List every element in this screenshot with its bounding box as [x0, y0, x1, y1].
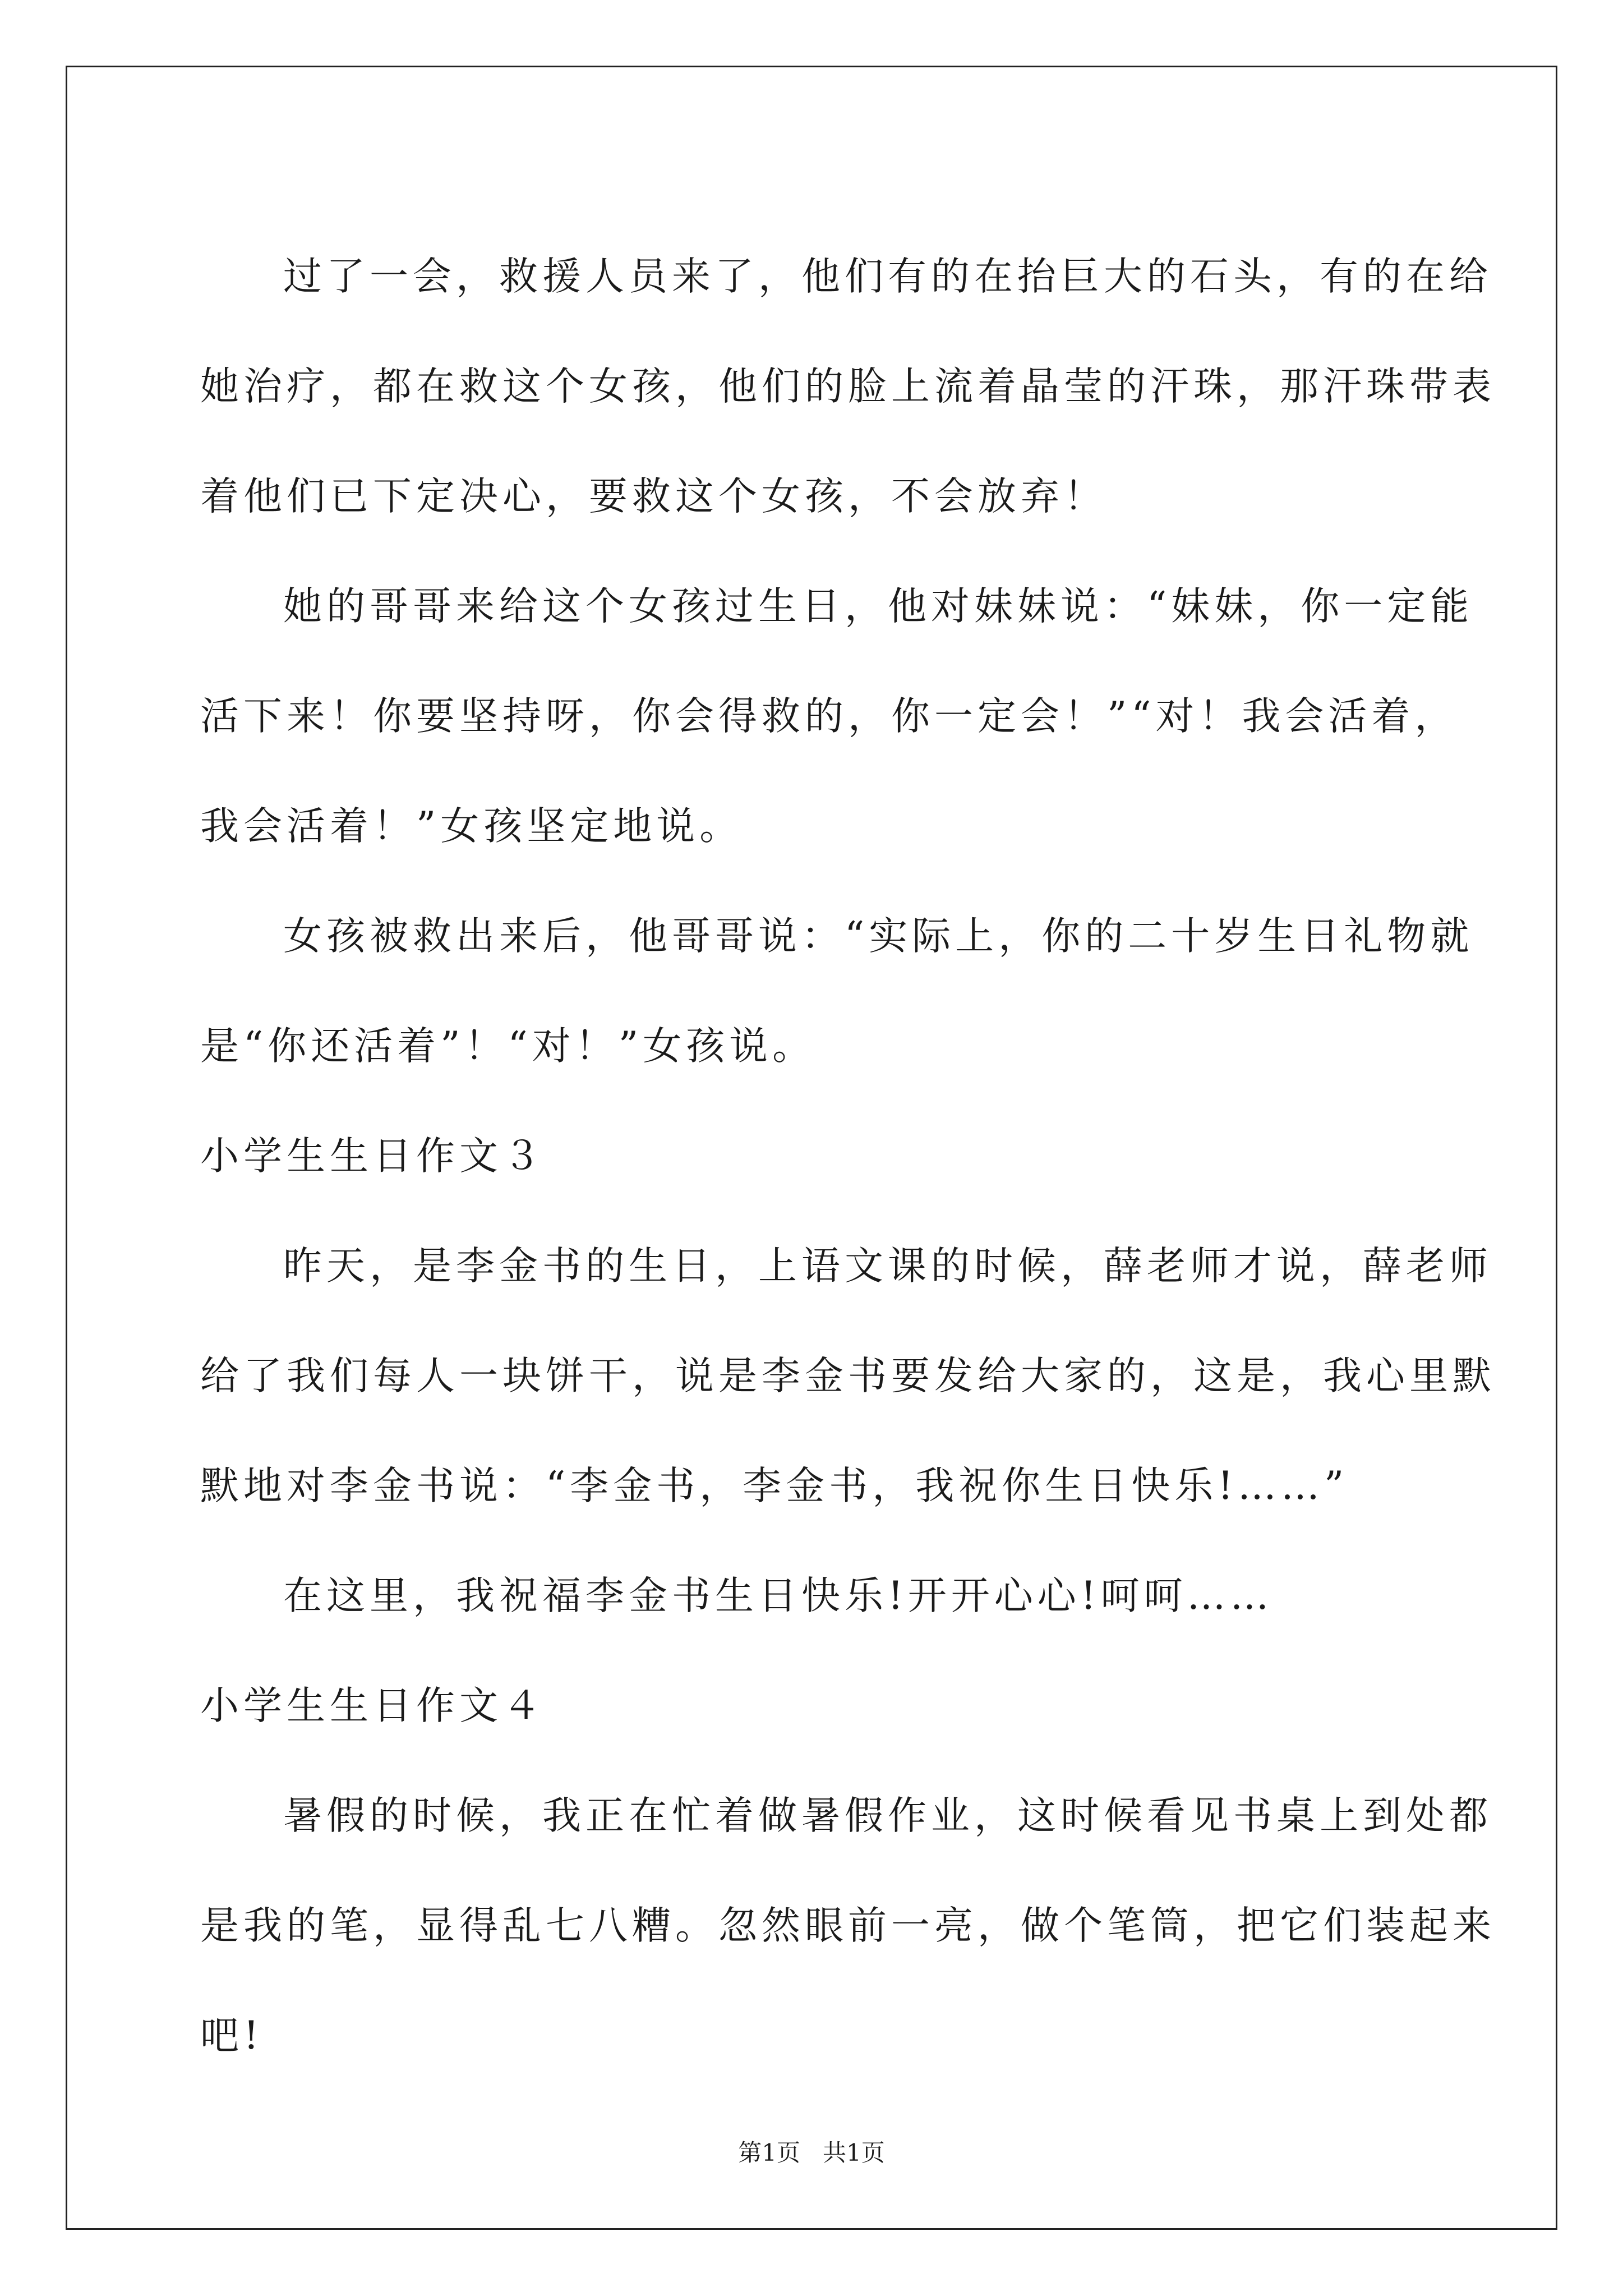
text-line: 过了一会，救援人员来了，他们有的在抬巨大的石头，有的在给 [283, 254, 1492, 299]
text-line: 昨天，是李金书的生日，上语文课的时候，薛老师才说，薛老师 [283, 1244, 1492, 1289]
paragraph [200, 1761, 1496, 2091]
document-body [200, 222, 1496, 2091]
text-line: 是我的笔，显得乱七八糟。忽然眼前一亮，做个笔筒，把它们装起来 [200, 1903, 1496, 1948]
page-footer: 第1页 共1页 [738, 2139, 885, 2166]
text-line: 着他们已下定决心，要救这个女孩，不会放弃！ [200, 474, 1107, 519]
section-heading: 小学生生日作文３ [200, 1134, 546, 1179]
text-line: 我会活着！”女孩坚定地说。 [200, 804, 743, 849]
text-line: 给了我们每人一块饼干，说是李金书要发给大家的，这是，我心里默 [200, 1354, 1496, 1398]
paragraph [200, 1211, 1496, 1541]
section-heading: 小学生生日作文４ [200, 1683, 546, 1728]
text-line: 暑假的时候，我正在忙着做暑假作业，这时候看见书桌上到处都 [283, 1793, 1492, 1838]
paragraph [200, 222, 1496, 551]
text-line: 在这里，我祝福李金书生日快乐!开开心心!呵呵…… [283, 1573, 1274, 1618]
paragraph [200, 1541, 1434, 1651]
paragraph [200, 881, 1474, 1101]
text-line: 活下来！你要坚持呀，你会得救的，你一定会！”“对！我会活着， [200, 694, 1458, 739]
text-line: 吧! [200, 2013, 264, 2058]
text-line: 是“你还活着”！“对！”女孩说。 [200, 1024, 816, 1069]
text-line: 她的哥哥来给这个女孩过生日，他对妹妹说：“妹妹，你一定能 [283, 584, 1474, 629]
paragraph [200, 551, 1474, 881]
text-line: 默地对李金书说：“李金书，李金书，我祝你生日快乐!……” [200, 1464, 1349, 1508]
text-line: 她治疗，都在救这个女孩，他们的脸上流着晶莹的汗珠，那汗珠带表 [200, 364, 1496, 409]
text-line: 女孩被救出来后，他哥哥说：“实际上，你的二十岁生日礼物就 [283, 914, 1474, 959]
